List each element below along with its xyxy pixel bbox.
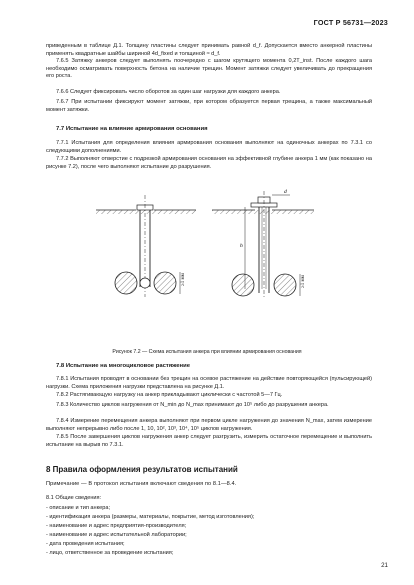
left-sketch — [96, 195, 196, 297]
section-7-8-title: 7.8 Испытание на многоцикловое растяжение — [56, 363, 191, 369]
paragraph-7-8-3: 7.8.3 Количество циклов нагружения от N_min до N_max принимают до 10⁵ либо до разрушения анкера. — [56, 402, 329, 408]
page-number: 21 — [381, 562, 388, 569]
paragraph-7-8-2: 7.8.2 Растягивающую нагрузку на анкер прикладывают циклически с частотой 5—7 Гц. — [56, 392, 283, 398]
left-rebar-circle-right — [154, 272, 176, 294]
section-7-7-title: 7.7 Испытание на влияние армирования основания — [56, 126, 208, 132]
list-item: - дата проведения испытания; — [46, 541, 125, 547]
section-8-title: 8 Правила оформления результатов испытаний — [46, 465, 238, 474]
left-dim-label: ≥1 мм — [181, 273, 186, 286]
list-item: - идентификация анкера (размеры, материалы, покрытие, метод изготовления); — [46, 514, 255, 520]
right-sketch — [212, 189, 314, 299]
section-8-1-lead: 8.1 Общие сведения: — [46, 495, 102, 501]
paragraph-7-6-7: 7.6.7 При испытании фиксируют момент затяжки, при котором образуется первая трещина, а также максимальный момент затяжки. — [46, 99, 372, 113]
paragraph-7-7-2: 7.7.2 Выполняют отверстие с подрезкой армирования основания на эффективной глубине анкера 1 мм (как показано на рисунке 7.2), после чего выполняют испытание до разрушения. — [46, 156, 372, 170]
left-cut-circle — [140, 278, 150, 288]
hef-label: h — [240, 243, 243, 249]
paragraph-7-6-6: 7.6.6 Следует фиксировать число оборотов за один шаг нагрузки для каждого анкера. — [56, 89, 281, 95]
paragraph-7-6-5: 7.6.5 Затяжку анкеров следует выполнять поочередно с шагом крутящего момента 0,2T_inst. После каждого шага необходимо осматривать поверхность бетона на наличие трещин. Момент затяжки следует увеличивать до прекращения его роста. — [46, 58, 372, 80]
paragraph-7-8-5: 7.8.5 После завершения циклов нагружения анкер следует разгрузить, измерить остаточное перемещение и выполнить испытание на вырыв по 7.3.1. — [46, 434, 372, 448]
paragraph-7-7-1: 7.7.1 Испытания для определения влияния армирования основания выполняют на одиночных анкерах по 7.3.1 со следующими дополнениями. — [46, 140, 372, 154]
standard-header: ГОСТ Р 56731—2023 — [313, 18, 388, 27]
list-item: - наименование и адрес предприятия-производителя; — [46, 523, 187, 529]
right-surface-hatch — [212, 210, 314, 214]
d-label: d — [284, 189, 287, 195]
list-item: - наименование и адрес испытательной лаборатории; — [46, 532, 187, 538]
paragraph-7-8-4: 7.8.4 Измерение перемещения анкера выполняют при первом цикле нагружения до значения N_max, затем измерение выполняют непрерывно либо после 1, 10, 10², 10³, 10⁴, 10⁵ циклов нагружения. — [46, 418, 372, 432]
figure-caption: Рисунок 7.2 — Схема испытания анкера при влиянии армирования основания — [112, 349, 302, 355]
section-8-note: Примечание — В протокол испытания включают сведения по 8.1—8.4. — [46, 481, 237, 487]
right-rebar-circle — [232, 274, 254, 296]
right-dim-label: ≥1 мм — [301, 275, 306, 288]
left-rebar-circle — [115, 272, 137, 294]
figure-7-2-diagram — [0, 185, 414, 335]
left-surface-hatch — [96, 210, 196, 214]
paragraph-7-6-4-cont: приведенным в таблице Д.1. Толщину пластины следует принимать равной d_f. Допускается вместо анкерной пластины применять квадратные шайбы шириной 4d_fixed и толщиной ≈ d_f. — [46, 43, 372, 57]
list-item: - лицо, ответственное за проведение испытания; — [46, 550, 174, 556]
list-item: - описание и тип анкера; — [46, 505, 111, 511]
right-rebar-circle-right — [274, 274, 296, 296]
paragraph-7-8-1: 7.8.1 Испытания проводят в основании без трещин на осевое растяжение на действие повторяющейся (пульсирующей) нагрузки. Схема приложения нагрузки представлена на рисунке Д.1. — [46, 376, 372, 390]
